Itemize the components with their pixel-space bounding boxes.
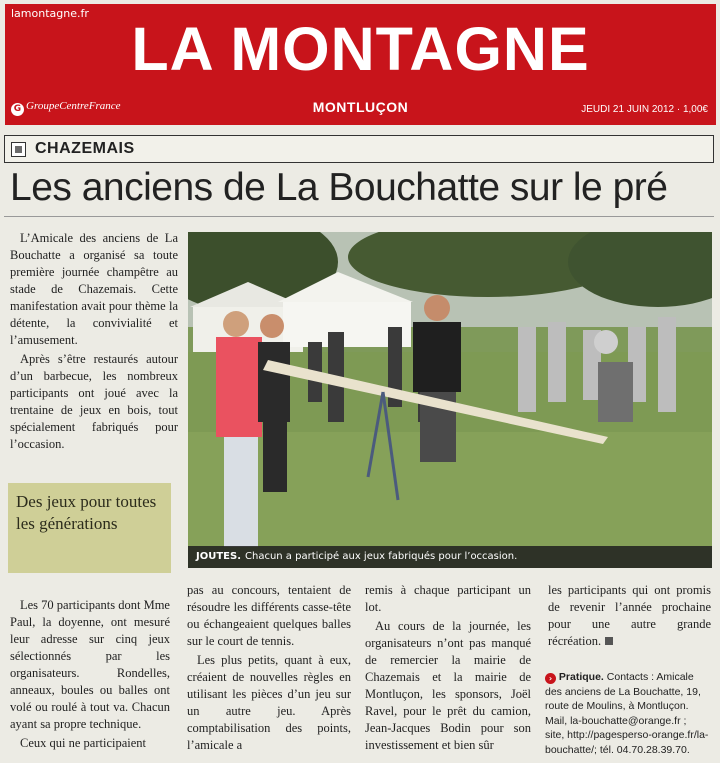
pratique-contacts: Contacts : Amicale des anciens de La Bouchatte, 19, route de Moulins, à Montluçon. Mail, la-bouchatte@orange.fr ;: [545, 671, 701, 727]
arrow-icon: ›: [545, 673, 556, 684]
body-paragraph: Au cours de la journée, les organisateurs n’ont pas manqué de remercier la mairie de Chazemais et la mairie de Montluçon, les sponsors, Joël Ravel, pour le prêt du camion, Jean-Jacques Bodin pour son investissement et bien sûr: [365, 619, 531, 752]
body-paragraph: remis à chaque participant un lot.: [365, 583, 531, 614]
body-column-2: [187, 582, 351, 756]
edition-label: MONTLUÇON: [312, 99, 409, 115]
section-label: CHAZEMAIS: [35, 140, 135, 157]
newspaper-logo: LA MONTAGNE: [131, 15, 590, 83]
issue-date: JEUDI 21 JUIN 2012 · 1,00€: [581, 104, 708, 115]
intro-paragraph: L’Amicale des anciens de La Bouchatte a organisé sa toute première journée champêtre au stade de Chazemais. Cette manifestation avait pour thème la détente, la convivialité et l’amusement.: [10, 231, 178, 347]
body-paragraph: Ceux qui ne participaient: [20, 736, 147, 750]
body-paragraph: [548, 582, 711, 650]
photo-caption: [188, 546, 712, 568]
caption-text: Chacun a participé aux jeux fabriqués pour l’occasion.: [245, 551, 518, 562]
intro-column: [10, 230, 178, 455]
body-column-1: [10, 597, 170, 754]
subheading-box: Des jeux pour toutes les générations: [8, 483, 171, 573]
section-bar: [4, 135, 714, 163]
body-paragraph: pas au concours, tentaient de résoudre les différents casse-tête ou échangeaient quelques balles sur le court de tennis.: [187, 583, 351, 648]
article-photo: [188, 232, 712, 568]
intro-paragraph: Après s’être restaurés autour d’un barbecue, les nombreux participants ont joué avec la trentaine de jeux en bois, tout spécialement fabriqués pour l’occasion.: [10, 352, 178, 451]
divider: [4, 216, 714, 217]
pratique-site[interactable]: site, http://pagesperso-orange.fr/la-bouchatte/; tél. 04.70.28.39.70.: [545, 729, 709, 756]
site-url[interactable]: lamontagne.fr: [11, 7, 89, 20]
end-mark-icon: [605, 637, 613, 645]
article-headline: Les anciens de La Bouchatte sur le pré: [10, 166, 668, 209]
masthead: [5, 4, 716, 125]
body-column-3: [365, 582, 531, 756]
group-name: GroupeCentreFrance: [26, 100, 121, 112]
body-paragraph: Les plus petits, quant à eux, créaient de nouvelles règles en utilisant les pièces d’un jeu sur un autre jeu. Après comptabilisation des points, l’amicale a: [187, 653, 351, 752]
caption-label: JOUTES.: [196, 551, 241, 562]
body-column-4: [548, 582, 711, 652]
body-paragraph: Les 70 participants dont Mme Paul, la doyenne, ont mesuré leur adresse sur cinq jeux sélectionnés par les organisateurs. Rondelles, anneaux, boules ou balles ont volé ou roulé à tout va. Chacun ayant sa propre technique.: [10, 598, 170, 731]
photo-illustration: [188, 232, 712, 568]
closing-text: les participants qui ont promis de revenir l’année prochaine pour une autre grande récréation.: [548, 583, 711, 648]
pratique-label: Pratique.: [558, 671, 604, 683]
group-logo-icon: G: [11, 103, 24, 116]
section-square-icon: [11, 142, 26, 157]
pratique-box: [545, 670, 713, 757]
